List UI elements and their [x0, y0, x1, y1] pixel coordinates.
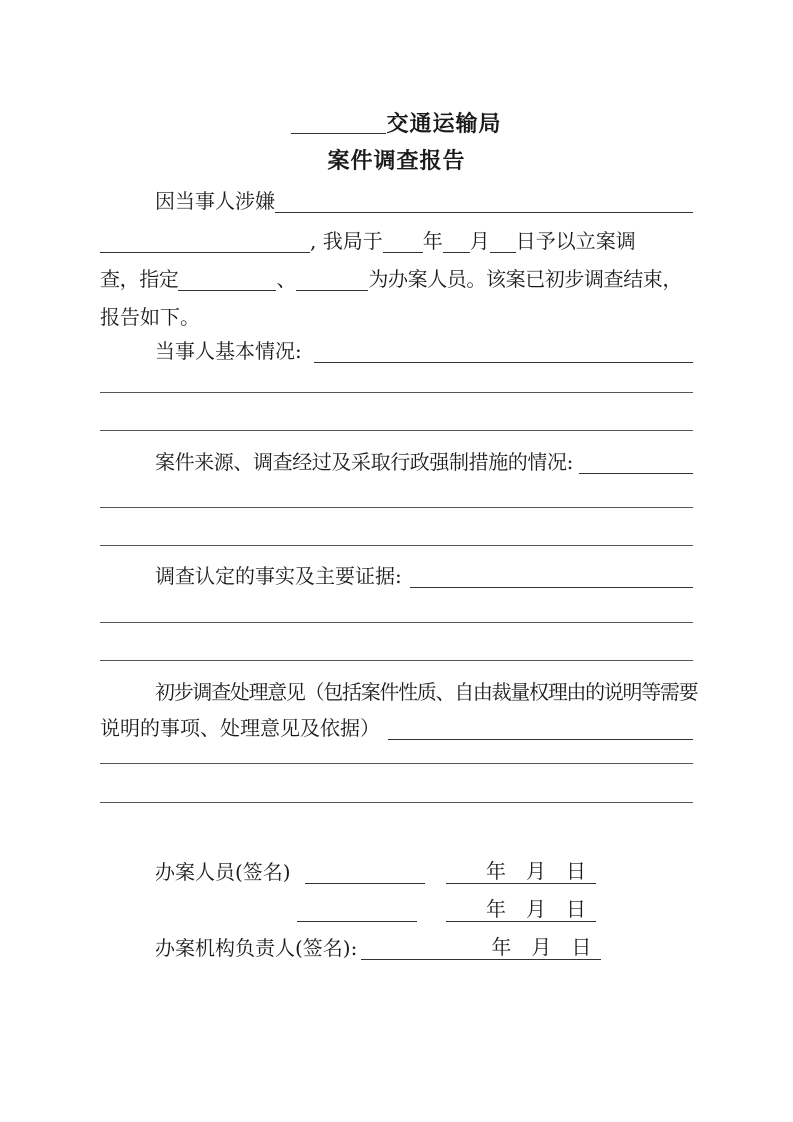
- blank-writing-line[interactable]: [100, 430, 693, 431]
- blank-officer-signature-2[interactable]: [297, 896, 417, 922]
- blank-writing-line[interactable]: [100, 763, 693, 764]
- blank-writing-line[interactable]: [100, 622, 693, 623]
- date-field-1[interactable]: 年 月 日: [446, 858, 596, 884]
- intro-assign-label: 查，指定: [100, 267, 179, 291]
- blank-writing-line[interactable]: [100, 802, 693, 803]
- org-title-suffix: 交通运输局: [386, 111, 502, 137]
- blank-month[interactable]: [443, 227, 470, 253]
- blank-org-name[interactable]: [291, 108, 386, 134]
- intro-suspicion-label: 因当事人涉嫌: [155, 189, 275, 213]
- blank-head-signature[interactable]: [361, 934, 451, 960]
- blank-case-source[interactable]: [579, 448, 693, 474]
- section-party-info: [100, 337, 693, 365]
- date-field-3[interactable]: 年 月 日: [451, 934, 601, 960]
- case-source-label: 案件来源、调查经过及采取行政强制措施的情况:: [155, 450, 573, 474]
- blank-suspicion-continued[interactable]: [100, 227, 310, 253]
- blank-officer-1[interactable]: [178, 265, 276, 291]
- head-signature-label: 办案机构负责人(签名):: [155, 936, 358, 960]
- blank-writing-line[interactable]: [100, 507, 693, 508]
- blank-year[interactable]: [383, 227, 423, 253]
- date-field-2[interactable]: 年 月 日: [446, 896, 596, 922]
- signature-row-head: [100, 934, 693, 962]
- opinion-line-1: 初步调查处理意见（包括案件性质、自由裁量权理由的说明等需要: [155, 680, 698, 704]
- opinion-line-2: [100, 714, 693, 742]
- signature-row-officer-2: [100, 896, 693, 924]
- intro-officers-label: 为办案人员。该案已初步调查结束，: [368, 267, 683, 291]
- party-info-label: 当事人基本情况:: [155, 339, 302, 363]
- intro-line-1: [100, 187, 693, 215]
- officers-signature-label: 办案人员(签名): [155, 860, 291, 884]
- blank-officer-signature-1[interactable]: [305, 858, 425, 884]
- intro-line-3: [100, 265, 693, 293]
- intro-filing-label: 日予以立案调: [515, 229, 636, 253]
- blank-opinion[interactable]: [388, 714, 693, 740]
- blank-day[interactable]: [490, 227, 516, 253]
- facts-label: 调查认定的事实及主要证据:: [155, 564, 402, 588]
- blank-party-info[interactable]: [314, 337, 693, 363]
- opinion-label-continued: 说明的事项、处理意见及依据）: [100, 716, 380, 740]
- signature-row-officer-1: [100, 858, 693, 886]
- blank-writing-line[interactable]: [100, 392, 693, 393]
- blank-officer-2[interactable]: [296, 265, 368, 291]
- intro-line-2: [100, 227, 693, 255]
- month-label: 月: [469, 229, 490, 253]
- year-label: 年: [422, 229, 443, 253]
- section-case-source: [100, 448, 693, 476]
- section-facts: [100, 562, 693, 590]
- blank-writing-line[interactable]: [100, 660, 693, 661]
- blank-suspicion[interactable]: [275, 187, 693, 213]
- intro-bureau-label: , 我局于: [310, 229, 383, 253]
- blank-writing-line[interactable]: [100, 545, 693, 546]
- org-title-line: [100, 108, 693, 140]
- blank-facts[interactable]: [410, 562, 693, 588]
- doc-title: 案件调查报告: [327, 148, 466, 174]
- enum-comma: 、: [276, 267, 297, 291]
- intro-line-4: 报告如下。: [100, 305, 200, 329]
